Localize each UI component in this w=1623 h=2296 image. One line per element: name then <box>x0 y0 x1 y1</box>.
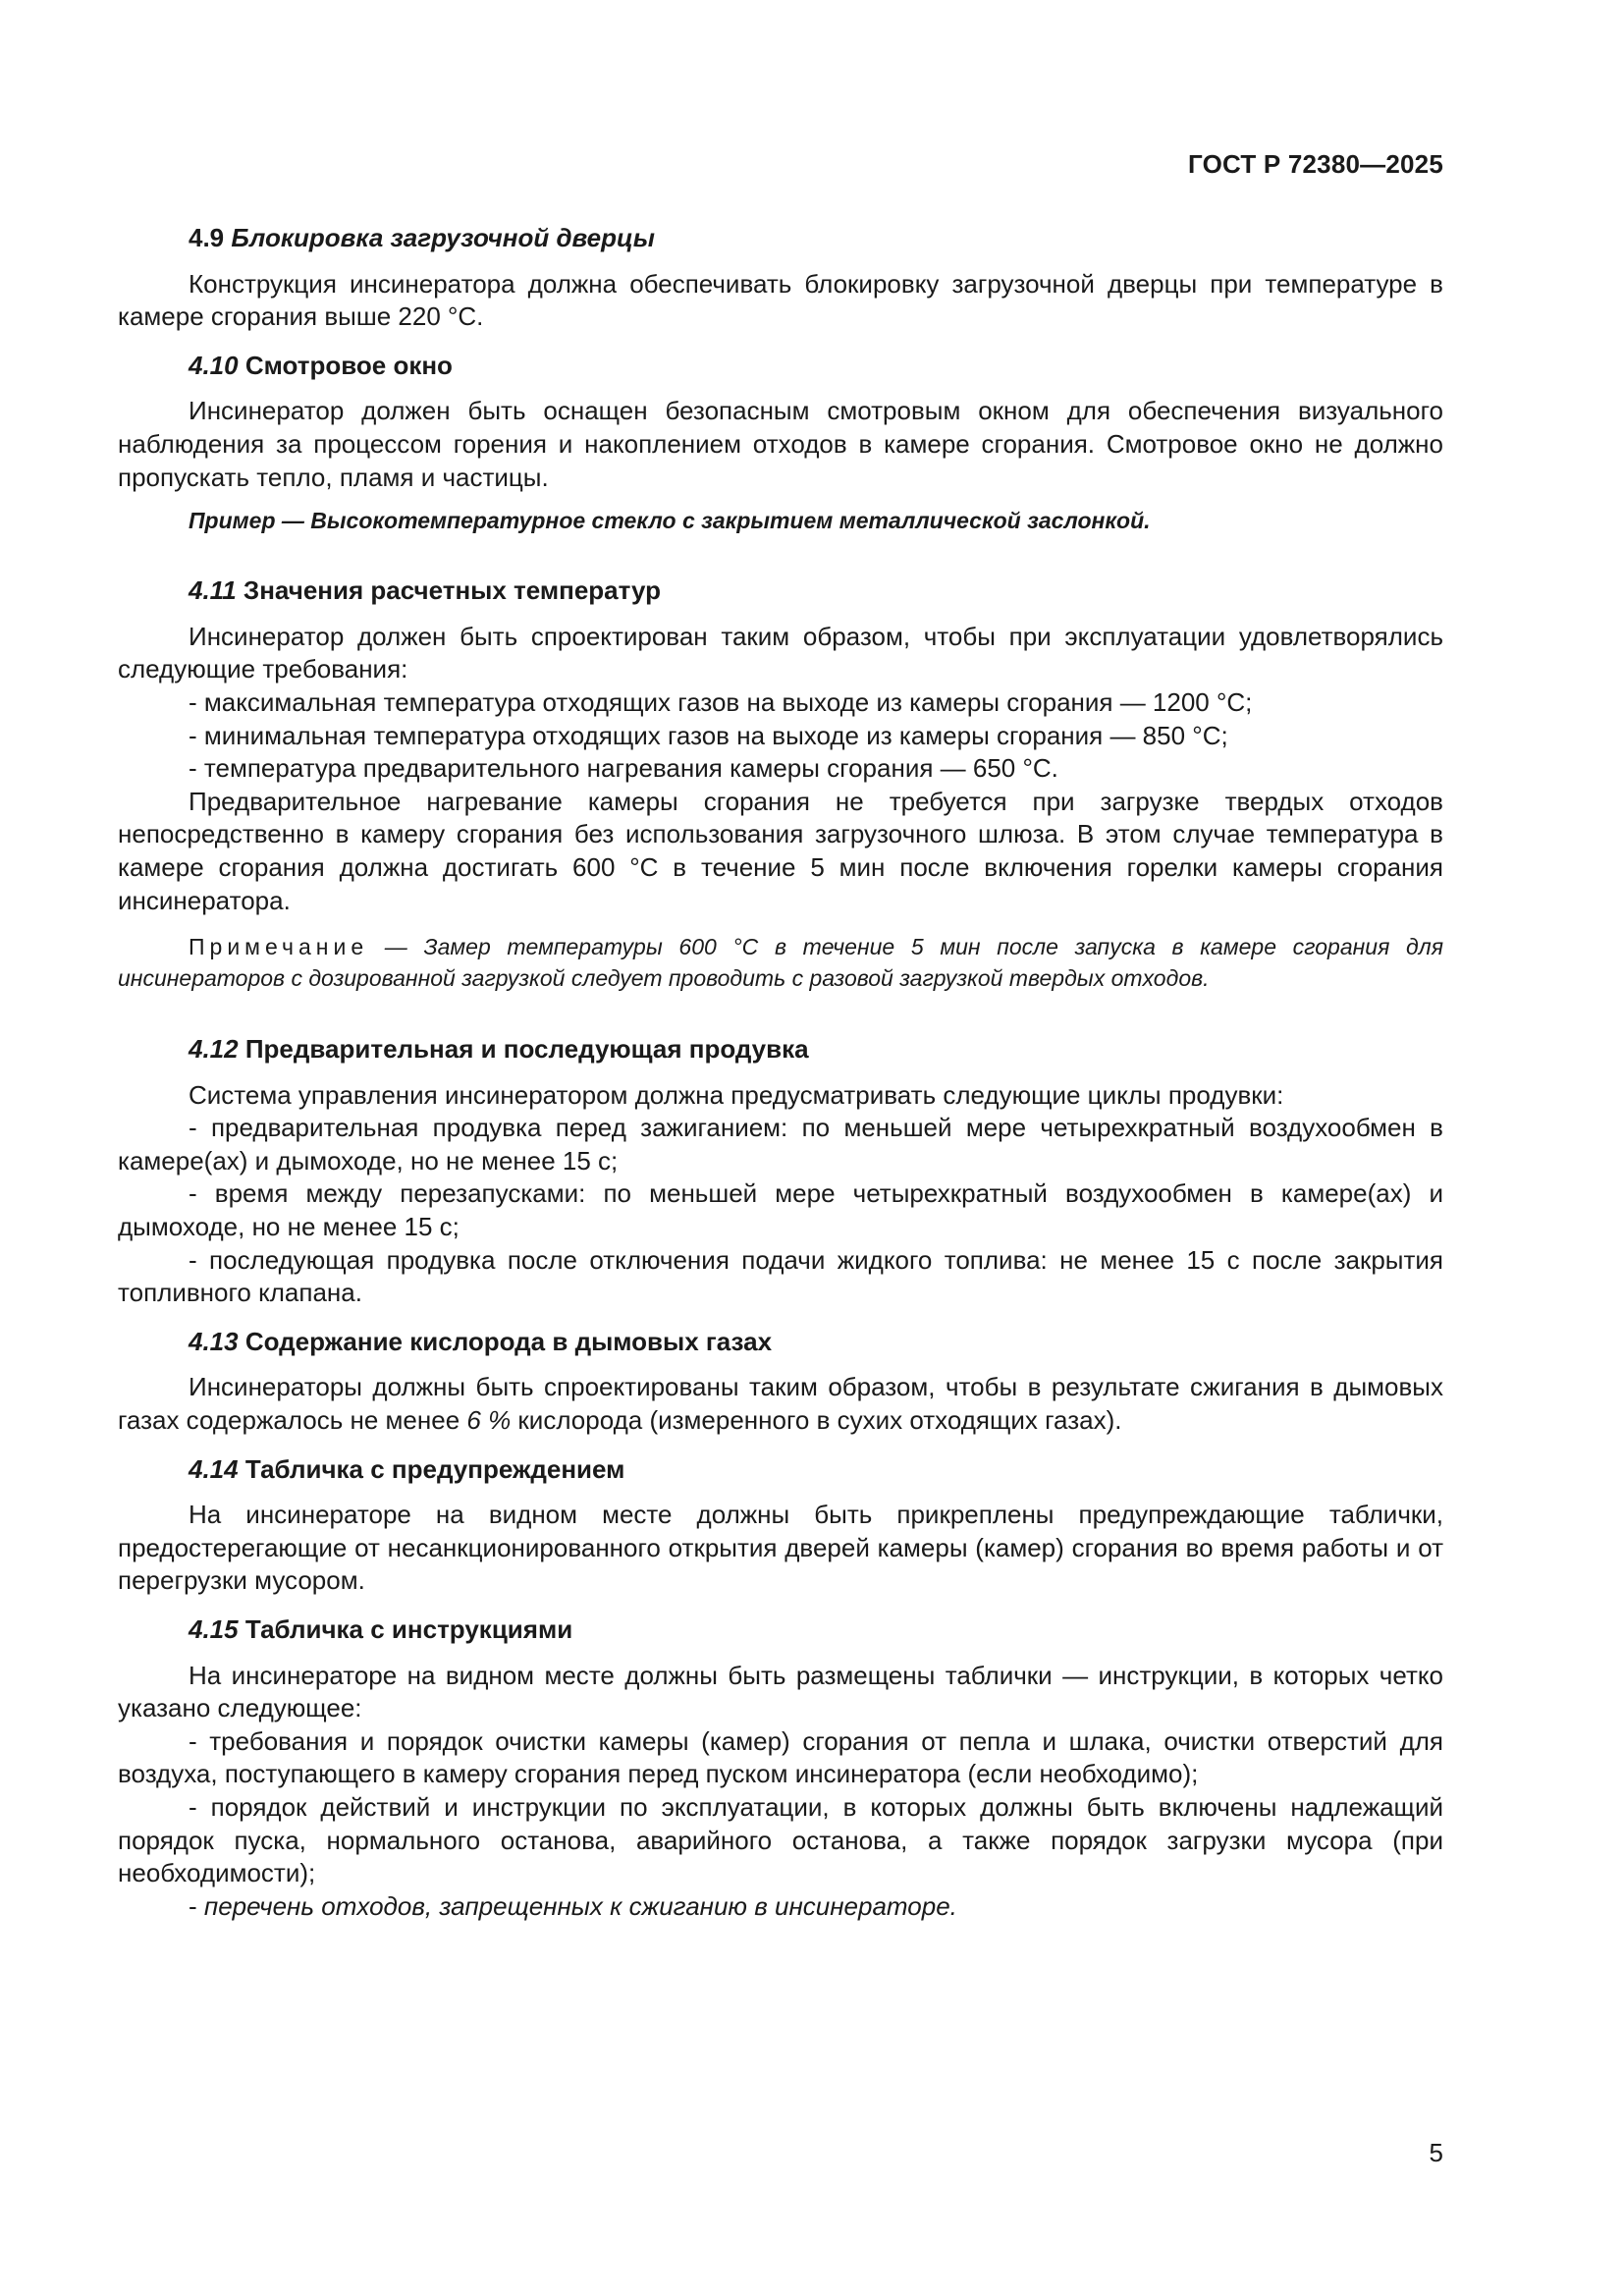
oxygen-value: 6 % <box>466 1405 512 1436</box>
paragraph: Предварительное нагревание камеры сгорания не требуется при загрузке твердых отходов непосредственно в камеру сгорания без использования загрузочного шлюза. В этом случае температура в камере сгорания должна достигать 600 °С в течение 5 мин после включения горелки камеры сгорания инсинератора. <box>118 786 1443 915</box>
section-title: Табличка с предупреждением <box>244 1453 625 1484</box>
section-number: 4.13 <box>189 1326 239 1356</box>
section-title: Блокировка загрузочной дверцы <box>231 223 655 252</box>
section-number: 4.9 <box>189 223 225 252</box>
note-text: — Замер температуры 600 °С в течение 5 мин после запуска в камере сгорания для инсинераторов с дозированной загрузкой следует проводить с разовой загрузкой твердых отходов. <box>118 934 1443 992</box>
document-code: ГОСТ Р 72380—2025 <box>1188 149 1443 179</box>
list-item: - порядок действий и инструкции по эксплуатации, в которых должны быть включены надлежащий порядок пуска, нормального останова, аварийного останова, а также порядок загрузки мусора (при необходимости); <box>118 1791 1443 1888</box>
paragraph: Инсинератор должен быть оснащен безопасным смотровым окном для обеспечения визуального наблюдения за процессом горения и накоплением отходов в камере сгорания. Смотровое окно не должно пропускать тепло, пламя и частицы. <box>118 396 1443 492</box>
section-heading <box>189 1613 1443 1647</box>
section-heading <box>189 1033 1443 1066</box>
section-number: 4.14 <box>189 1453 239 1484</box>
section-title: Предварительная и последующая продувка <box>244 1034 809 1065</box>
list-item: - предварительная продувка перед зажиганием: по меньшей мере четырехкратный воздухообмен в камере(ах) и дымоходе, но не менее 15 с; <box>118 1113 1443 1175</box>
section-heading <box>189 1326 1443 1359</box>
section-4-10 <box>118 350 1443 535</box>
section-4-9 <box>118 222 1443 334</box>
paragraph-text: Инсинераторы должны быть спроектированы таким образом, чтобы в результате сжигания в дымовых газах содержалось не менее <box>118 1372 1443 1436</box>
list-item: - последующая продувка после отключения подачи жидкого топлива: не менее 15 с после закрытия топливного клапана. <box>118 1244 1443 1308</box>
document-page <box>118 0 1443 2296</box>
page-content <box>118 222 1443 1939</box>
paragraph-text: кислорода (измеренного в сухих отходящих газах). <box>511 1405 1122 1436</box>
list-item: - максимальная температура отходящих газов на выходе из камеры сгорания — 1200 °С; <box>189 686 1253 717</box>
section-heading <box>189 222 1443 255</box>
list-item-text: перечень отходов, запрещенных к сжиганию в инсинераторе. <box>203 1890 957 1921</box>
note-label: Примечание <box>189 934 369 960</box>
section-4-11 <box>118 574 1443 994</box>
list-dash: - <box>189 1890 204 1921</box>
section-title: Смотровое окно <box>244 350 453 380</box>
list-item: - требования и порядок очистки камеры (камер) сгорания от пепла и шлака, очистки отверстий для воздуха, поступающего в камеру сгорания перед пуском инсинератора (если необходимо); <box>118 1725 1443 1789</box>
paragraph: Инсинератор должен быть спроектирован таким образом, чтобы при эксплуатации удовлетворялись следующие требования: <box>118 621 1443 684</box>
section-heading <box>189 350 1443 383</box>
paragraph: Конструкция инсинератора должна обеспечивать блокировку загрузочной дверцы при температуре в камере сгорания выше 220 °С. <box>118 268 1443 332</box>
section-heading <box>189 574 1443 608</box>
page-number: 5 <box>1429 2138 1443 2167</box>
note <box>118 931 1443 994</box>
paragraph <box>118 1371 1443 1437</box>
section-number: 4.12 <box>189 1034 239 1065</box>
section-4-12 <box>118 1033 1443 1310</box>
section-heading <box>189 1453 1443 1487</box>
section-number: 4.11 <box>189 575 237 606</box>
paragraph: На инсинераторе на видном месте должны быть размещены таблички — инструкции, в которых четко указано следующее: <box>118 1660 1443 1723</box>
section-number: 4.15 <box>189 1614 239 1644</box>
section-4-13 <box>118 1326 1443 1438</box>
paragraph: Система управления инсинератором должна предусматривать следующие циклы продувки: <box>189 1079 1284 1110</box>
section-4-14 <box>118 1453 1443 1598</box>
list-item: - температура предварительного нагревания камеры сгорания — 650 °С. <box>189 753 1058 784</box>
section-number: 4.10 <box>189 350 239 380</box>
example-text: Пример — Высокотемпературное стекло с закрытием металлической заслонкой. <box>189 508 1151 534</box>
list-item <box>118 1890 1443 1924</box>
section-4-15 <box>118 1613 1443 1923</box>
section-title: Табличка с инструкциями <box>244 1614 573 1644</box>
list-item: - минимальная температура отходящих газов на выходе из камеры сгорания — 850 °С; <box>189 720 1228 750</box>
paragraph: На инсинераторе на видном месте должны быть прикреплены предупреждающие таблички, предостерегающие от несанкционированного открытия дверей камеры (камер) сгорания во время работы и от перегрузки мусором. <box>118 1500 1443 1596</box>
list-item: - время между перезапусками: по меньшей мере четырехкратный воздухообмен в камере(ах) и дымоходе, но не менее 15 с; <box>118 1178 1443 1242</box>
section-title: Содержание кислорода в дымовых газах <box>244 1326 773 1356</box>
section-title: Значения расчетных температур <box>243 575 661 606</box>
